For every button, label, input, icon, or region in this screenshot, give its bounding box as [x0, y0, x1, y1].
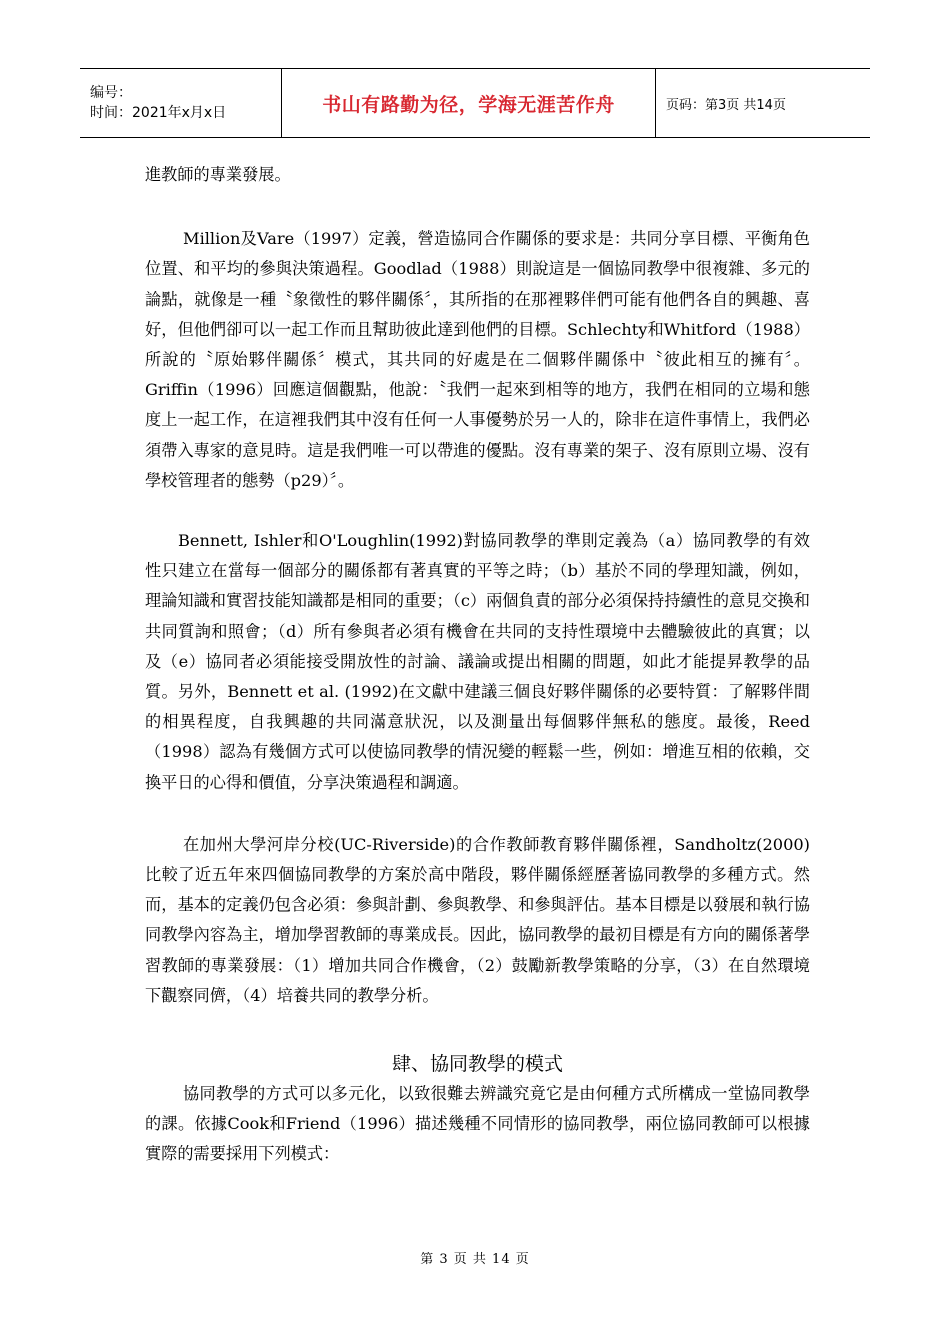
paragraph-team-teaching-modes: 協同教學的方式可以多元化，以致很難去辨識究竟它是由何種方式所構成一堂協同教學的課。依據Cook和Friend（1996）描述幾種不同情形的協同教學，兩位協同教師可以根據實際的需要採用下列模式：: [145, 1084, 810, 1164]
page-footer: 第 3 页 共 14 页: [420, 1252, 530, 1267]
header-page-cell: [656, 69, 870, 137]
page-header: [80, 68, 870, 138]
paragraph-uc-riverside: 在加州大學河岸分校(UC-Riverside)的合作教師教育夥伴關係裡，Sandholtz(2000)比較了近五年來四個協同教學的方案於高中階段，夥伴關係經歷著協同教學的多種方式。然而，基本的定義仍包含必須：參與計劃、參與教學、和參與評估。基本目標是以發展和執行協同教學內容為主，增加學習教師的專業成長。因此，協同教學的最初目標是有方向的關係著學習教師的專業發展：（1）增加共同合作機會，（2）鼓勵新教學策略的分享，（3）在自然環境下觀察同儕，（4）培養共同的教學分析。: [145, 834, 810, 1005]
document-date-label: 时间：2021年x月x日: [90, 105, 227, 121]
section-heading: 肆、協同教學的模式: [391, 1053, 563, 1076]
paragraph-bennett-criteria: Bennett, Ishler和O'Loughlin(1992)對協同教學的準則定義為（a）協同教學的有效性只建立在當每一個部分的關係都有著真實的平等之時；（b）基於不同的學理知識，例如，理論知識和實習技能知識都是相同的重要；（c）兩個負責的部分必須保持持續性的意見交換和共同質詢和照會；（d）所有參與者必須有機會在共同的支持性環境中去體驗彼此的真實；以及（e）協同者必須能接受開放性的討論、議論或提出相關的問題，如此才能提昇教學的品質。另外，Bennett et al. (1992)在文獻中建議三個良好夥伴關係的必要特質：了解夥伴間的相異程度，自我興趣的共同滿意狀況，以及測量出每個夥伴無私的態度。最後，Reed（1998）認為有幾個方式可以使協同教學的情況變的輕鬆一些，例如：增進互相的依賴，交換平日的心得和價值，分享決策過程和調適。: [145, 531, 810, 792]
document-number-label: 编号：: [90, 85, 132, 101]
header-meta: [80, 69, 282, 137]
header-motto: 书山有路勤为径，学海无涯苦作舟: [322, 93, 615, 116]
paragraph-partnership-definitions: Million及Vare（1997）定義，營造協同合作關係的要求是：共同分享目標、平衡角色位置、和平均的參與決策過程。Goodlad（1988）則說這是一個協同教學中很複雜、多元的論點，就像是一種〝象徵性的夥伴關係〞，其所指的在那裡夥伴們可能有他們各自的興趣、喜好，但他們卻可以一起工作而且幫助彼此達到他們的目標。Schlechty和Whitford（1988）所說的〝原始夥伴關係〞模式，其共同的好處是在二個夥伴關係中〝彼此相互的擁有〞。Griffin（1996）回應這個觀點，他說：〝我們一起來到相等的地方，我們在相同的立場和態度上一起工作，在這裡我們其中沒有任何一人事優勢於另一人的，除非在這件事情上，我們必須帶入專家的意見時。這是我們唯一可以帶進的優點。沒有專業的架子、沒有原則立場、沒有學校管理者的態勢（p29）〞。: [145, 229, 810, 490]
document-body: [145, 160, 810, 1170]
header-motto-cell: [282, 69, 656, 137]
paragraph-continuation: 進教師的專業發展。: [145, 165, 291, 184]
header-page-info: 页码：第3页 共14页: [666, 97, 786, 113]
